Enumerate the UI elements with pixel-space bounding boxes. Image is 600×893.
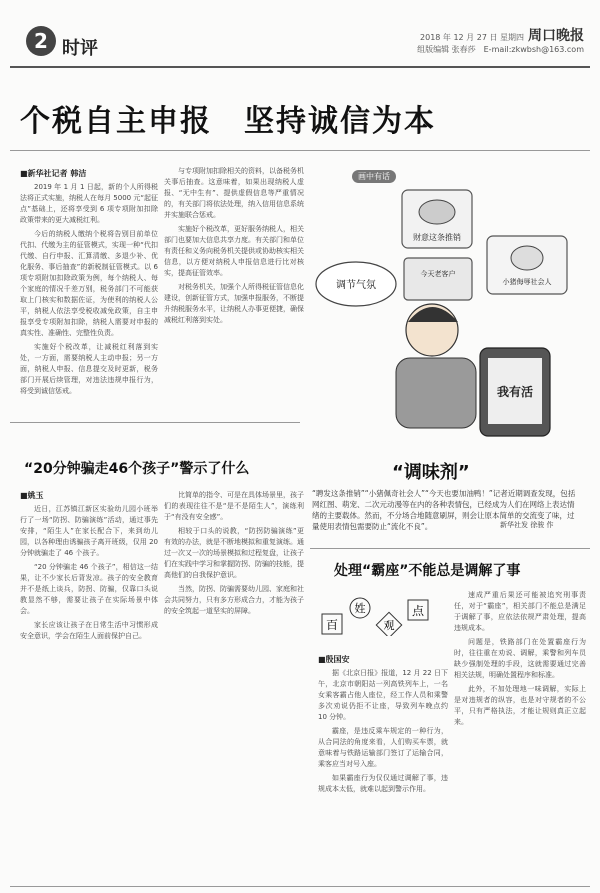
paragraph: 比简单的指令、可是在具体场景里，孩子们的表现往往不是“是不是陌生人”，演练利于“有没有安全感”。 bbox=[164, 491, 304, 521]
cartoon-person bbox=[396, 304, 476, 428]
phone-sign-text: 我有活 bbox=[496, 385, 534, 399]
article2-column-1 bbox=[20, 504, 158, 884]
cartoon-tag: 画中有话 bbox=[352, 170, 396, 183]
page-header bbox=[10, 8, 590, 66]
main-headline: 个税自主申报 坚持诚信为本 bbox=[20, 104, 436, 139]
header-info bbox=[417, 30, 584, 56]
paragraph: 据《北京日报》报道，12 月 22 日下午，北京市朝阳站一列高铁列车上，一名女乘客霸占他人座位，经工作人员和乘警多次劝说仍拒不让座，导致列车晚点约 10 分钟。 bbox=[318, 669, 448, 721]
section-title: 时评 bbox=[62, 38, 98, 59]
card-right-text: 小猪侮辱社会人 bbox=[502, 278, 552, 286]
stamp-char-4: 点 bbox=[411, 604, 425, 618]
cartoon-credit: 新华社发 徐骏 作 bbox=[500, 521, 554, 529]
paragraph: 家长应该让孩子在日常生活中习惯形成安全意识，学会在陌生人面前保护自己。 bbox=[20, 621, 158, 640]
paragraph: 对税务机关，加强个人所得税征管信息化建设，创新征管方式，加强申报服务，不断提升纳税服务水平，让纳税人办事更便捷，确保减税红利落到实处。 bbox=[164, 283, 304, 324]
paragraph: 与专项附加扣除相关的资料，以备税务机关事后抽查。这意味着，如果出现纳税人虚报、“无中生有”、提供虚假信息等严重情况的，有关部门将依法处理，纳入信用信息系统并实施联合惩戒。 bbox=[164, 167, 304, 219]
sticker-card-top bbox=[402, 190, 472, 248]
phone bbox=[480, 348, 550, 436]
bubble-text: 调节气氛 bbox=[336, 280, 376, 291]
stamp-char-3: 观 bbox=[383, 619, 395, 632]
card-top-text: 财意这条推销 bbox=[413, 233, 461, 242]
paragraph: 相较于口头的说教，“防拐防骗演练”更有效的办法，就是不断地模拟和重复演练。通过一次又一次的场景模拟和过程复盘，让孩子们在实践中学习和掌握防拐、防骗的技能，提高他们的自我保护意识。 bbox=[164, 527, 304, 579]
stamp-char-2: 姓 bbox=[354, 602, 366, 615]
card-mid-text: 今天老客户 bbox=[420, 270, 456, 278]
paragraph: 当然，防拐、防骗需要幼儿园、家庭和社会共同努力，只有多方形成合力，才能为孩子的安全筑起一道坚实的屏障。 bbox=[164, 585, 304, 615]
speech-bubble bbox=[316, 262, 396, 306]
article1-column-2 bbox=[164, 166, 304, 404]
date-line: 2018 年 12 月 27 日 星期四 bbox=[420, 33, 524, 42]
paragraph: 实施好个税改革，让减税红利落到实处，一方面，需要纳税人主动申报；另一方面，纳税人申报、信息提交及时更新，税务部门开展后续管理，对违法违规申报行为，将受到诚信惩戒。 bbox=[20, 343, 158, 395]
paragraph: 霸座，是违反乘车规定的一种行为，从合同法的角度来看，人们购买车票，就意味着与铁路运输部门签订了运输合同，乘客应当对号入座。 bbox=[318, 727, 448, 768]
paragraph: 2019 年 1 月 1 日起，新的个人所得税法将正式实施，纳税人在每月 5000 元“起征点”基础上，还将享受到 6 项专项附加扣除政策带来的更大减税红利。 bbox=[20, 183, 158, 224]
cartoon-title: “调味剂” bbox=[392, 462, 470, 483]
article2-title: “20分钟骗走46个孩子”警示了什么 bbox=[24, 461, 250, 477]
paragraph: 问题是，铁路部门在处置霸座行为时，往往重在劝说、调解，乘警和列车员缺少强制处理的手段，这就需要通过完善相关法规，明确处置程序和标准。 bbox=[454, 638, 586, 679]
article1-rule bbox=[10, 422, 300, 423]
article1-byline: ■新华社记者 韩洁 bbox=[20, 169, 87, 178]
article2-byline: ■姚玉 bbox=[20, 491, 44, 500]
stamp-char-1: 百 bbox=[325, 618, 339, 632]
article3-column-1 bbox=[318, 668, 448, 884]
page-number-badge: 2 bbox=[26, 26, 56, 56]
newspaper-brand: 周口晚报 bbox=[528, 28, 584, 44]
article1-column-1 bbox=[20, 182, 158, 404]
cartoon-illustration bbox=[312, 180, 580, 452]
paragraph: 速成严重后果还可能被追究刑事责任，对于“霸座”，相关部门不能总是满足于调解了事，应依法依规严肃处理，提高违规成本。 bbox=[454, 591, 586, 632]
cartoon-note: “聘发这条推销”“小猪佩奇社会人”“今天也要加油鸭！”记者近期调查发现，包括网红图、萌宠、二次元动漫等在内的各种表情包，已经成为人们在网络上表达情绪的主要载体。然而，不分场合地随意刷屏，则会让原本简单的交流变了味，过量使用表情包需要防止“流化不良”。 bbox=[312, 489, 576, 531]
paragraph: 今后的纳税人缴纳个税将告别目前单位代扣、代缴为主的征管模式，实现一种“代扣代缴、自行申报、汇算清缴、多退少补、优化服务、事后抽查”的新税制征管模式。以 6 项专项附加扣除政策为例，每个纳税人、每个家庭的情况千差万别，税务部门不可能获取上门核实和数据佐证，为使利的纳税人公平，纳税人依法享受税收减免政策，自主申报享受专项附加扣除，纳税人需要对申报的真实性、准确性、完整性负责。 bbox=[20, 230, 158, 337]
article3-title: 处理“霸座”不能总是调解了事 bbox=[334, 563, 521, 579]
header-rule bbox=[10, 66, 590, 68]
article3-column-2 bbox=[454, 590, 586, 884]
headline-rule bbox=[10, 150, 590, 151]
editor-line: 组版编辑 张春莎 bbox=[417, 45, 476, 54]
paragraph: “20 分钟骗走 46 个孩子”，相信这一结果，让不少家长后背发凉。孩子的安全教育并不是纸上谈兵，防拐、防骗，仅靠口头说教显然不够，需要让孩子在实际场景中体会。 bbox=[20, 563, 158, 615]
paragraph: 实施好个税改革，更好服务纳税人，相关部门也要加大信息共享力度。有关部门和单位有责任和义务向税务机关提供或协助核实相关信息，以方便对纳税人申报信息进行比对核实，提高征管效率。 bbox=[164, 225, 304, 277]
email-line: E-mail:zkwbsh@163.com bbox=[483, 45, 584, 54]
paragraph: 如果霸座行为仅仅通过调解了事，违规成本太低，就难以起到警示作用。 bbox=[318, 774, 448, 793]
article2-column-2 bbox=[164, 490, 304, 884]
opinion-stamp bbox=[318, 596, 436, 636]
sticker-card-mid bbox=[404, 258, 472, 300]
sticker-card-right bbox=[487, 236, 567, 294]
article3-rule bbox=[310, 548, 590, 549]
article3-byline: ■殷国安 bbox=[318, 655, 350, 664]
footer-rule bbox=[10, 886, 590, 887]
paragraph: 此外，不加处理地一味调解，实际上是对违规者的纵容，也是对守规者的不公平，只有严格执法，才能让规则真正立起来。 bbox=[454, 685, 586, 726]
paragraph: 近日，江苏镇江新区实验幼儿园小班举行了一场“防拐、防骗演练”活动，通过事先安排，“陌生人”在家长配合下，来到幼儿园，以各种理由诱骗孩子离开班级，仅用 20 分钟就骗走了 46 个孩子。 bbox=[20, 505, 158, 557]
